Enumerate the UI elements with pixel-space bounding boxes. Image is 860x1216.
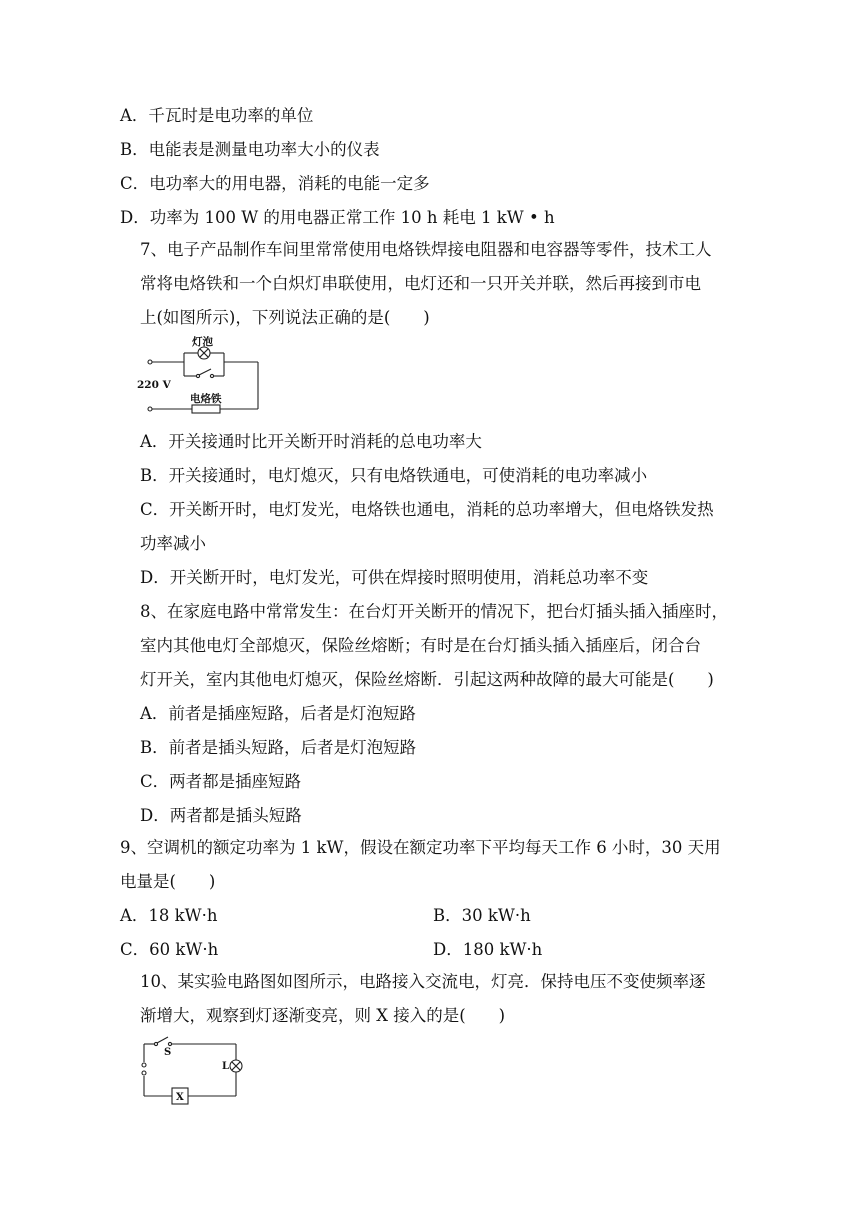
lamp-icon	[198, 347, 210, 359]
q6-option-d: D．功率为 100 W 的用电器正常工作 10 h 耗电 1 kW • h	[120, 208, 555, 227]
q9-option-d: D．180 kW·h	[433, 940, 543, 959]
q9-option-b: B．30 kW·h	[433, 906, 531, 925]
lamp-label: 灯泡	[192, 336, 213, 348]
q9-stem-line-2: 电量是( )	[120, 872, 216, 891]
q7-option-d: D．开关断开时，电灯发光，可供在焊接时照明使用，消耗总功率不变	[140, 568, 649, 587]
q7-option-a: A．开关接通时比开关断开时消耗的总电功率大	[140, 432, 482, 451]
q8-option-b: B．前者是插头短路，后者是灯泡短路	[140, 738, 417, 757]
lamp-icon	[230, 1060, 242, 1072]
q9-option-a: A．18 kW·h	[120, 906, 218, 925]
voltage-label: 220 V	[137, 379, 171, 391]
q8-stem-line-2: 室内其他电灯全部熄灭，保险丝熔断；有时是在台灯插头插入插座后，闭合台	[140, 636, 701, 655]
q7-option-b: B．开关接通时，电灯熄灭，只有电烙铁通电，可使消耗的电功率减小	[140, 466, 648, 485]
q7-stem-line-1: 7、电子产品制作车间里常常使用电烙铁焊接电阻器和电容器等零件，技术工人	[140, 240, 712, 259]
q7-stem-line-3: 上(如图所示)，下列说法正确的是( )	[140, 308, 430, 327]
switch-label: S	[164, 1047, 172, 1058]
q6-option-c: C．电功率大的用电器，消耗的电能一定多	[120, 174, 430, 193]
q10-circuit-diagram	[136, 1032, 256, 1106]
q7-option-c-line-1: C．开关断开时，电灯发光，电烙铁也通电，消耗的总功率增大，但电烙铁发热	[140, 500, 714, 519]
q8-option-c: C．两者都是插座短路	[140, 772, 302, 791]
q9-option-c: C．60 kW·h	[120, 940, 219, 959]
resistor-icon	[192, 405, 220, 413]
q6-option-b: B．电能表是测量电功率大小的仪表	[120, 140, 380, 159]
q8-stem-line-1: 8、在家庭电路中常常发生：在台灯开关断开的情况下，把台灯插头插入插座时，	[140, 602, 728, 621]
box-label: X	[176, 1092, 184, 1103]
q10-stem-line-2: 渐增大，观察到灯逐渐变亮，则 X 接入的是( )	[140, 1006, 506, 1025]
q8-stem-line-3: 灯开关，室内其他电灯熄灭，保险丝熔断．引起这两种故障的最大可能是( )	[140, 670, 714, 689]
q7-stem-line-2: 常将电烙铁和一个白炽灯串联使用，电灯还和一只开关并联，然后再接到市电	[140, 274, 701, 293]
q6-option-a: A．千瓦时是电功率的单位	[120, 106, 314, 125]
q8-option-a: A．前者是插座短路，后者是灯泡短路	[140, 704, 416, 723]
q7-option-c-line-2: 功率减小	[140, 534, 206, 553]
q8-option-d: D．两者都是插头短路	[140, 806, 302, 825]
q7-circuit-diagram	[136, 336, 266, 416]
iron-label: 电烙铁	[190, 393, 222, 405]
q9-stem-line-1: 9、空调机的额定功率为 1 kW，假设在额定功率下平均每天工作 6 小时，30 天用	[120, 838, 721, 857]
q10-stem-line-1: 10、某实验电路图如图所示，电路接入交流电，灯亮．保持电压不变使频率逐	[140, 972, 706, 991]
lamp-label: L	[222, 1061, 230, 1072]
